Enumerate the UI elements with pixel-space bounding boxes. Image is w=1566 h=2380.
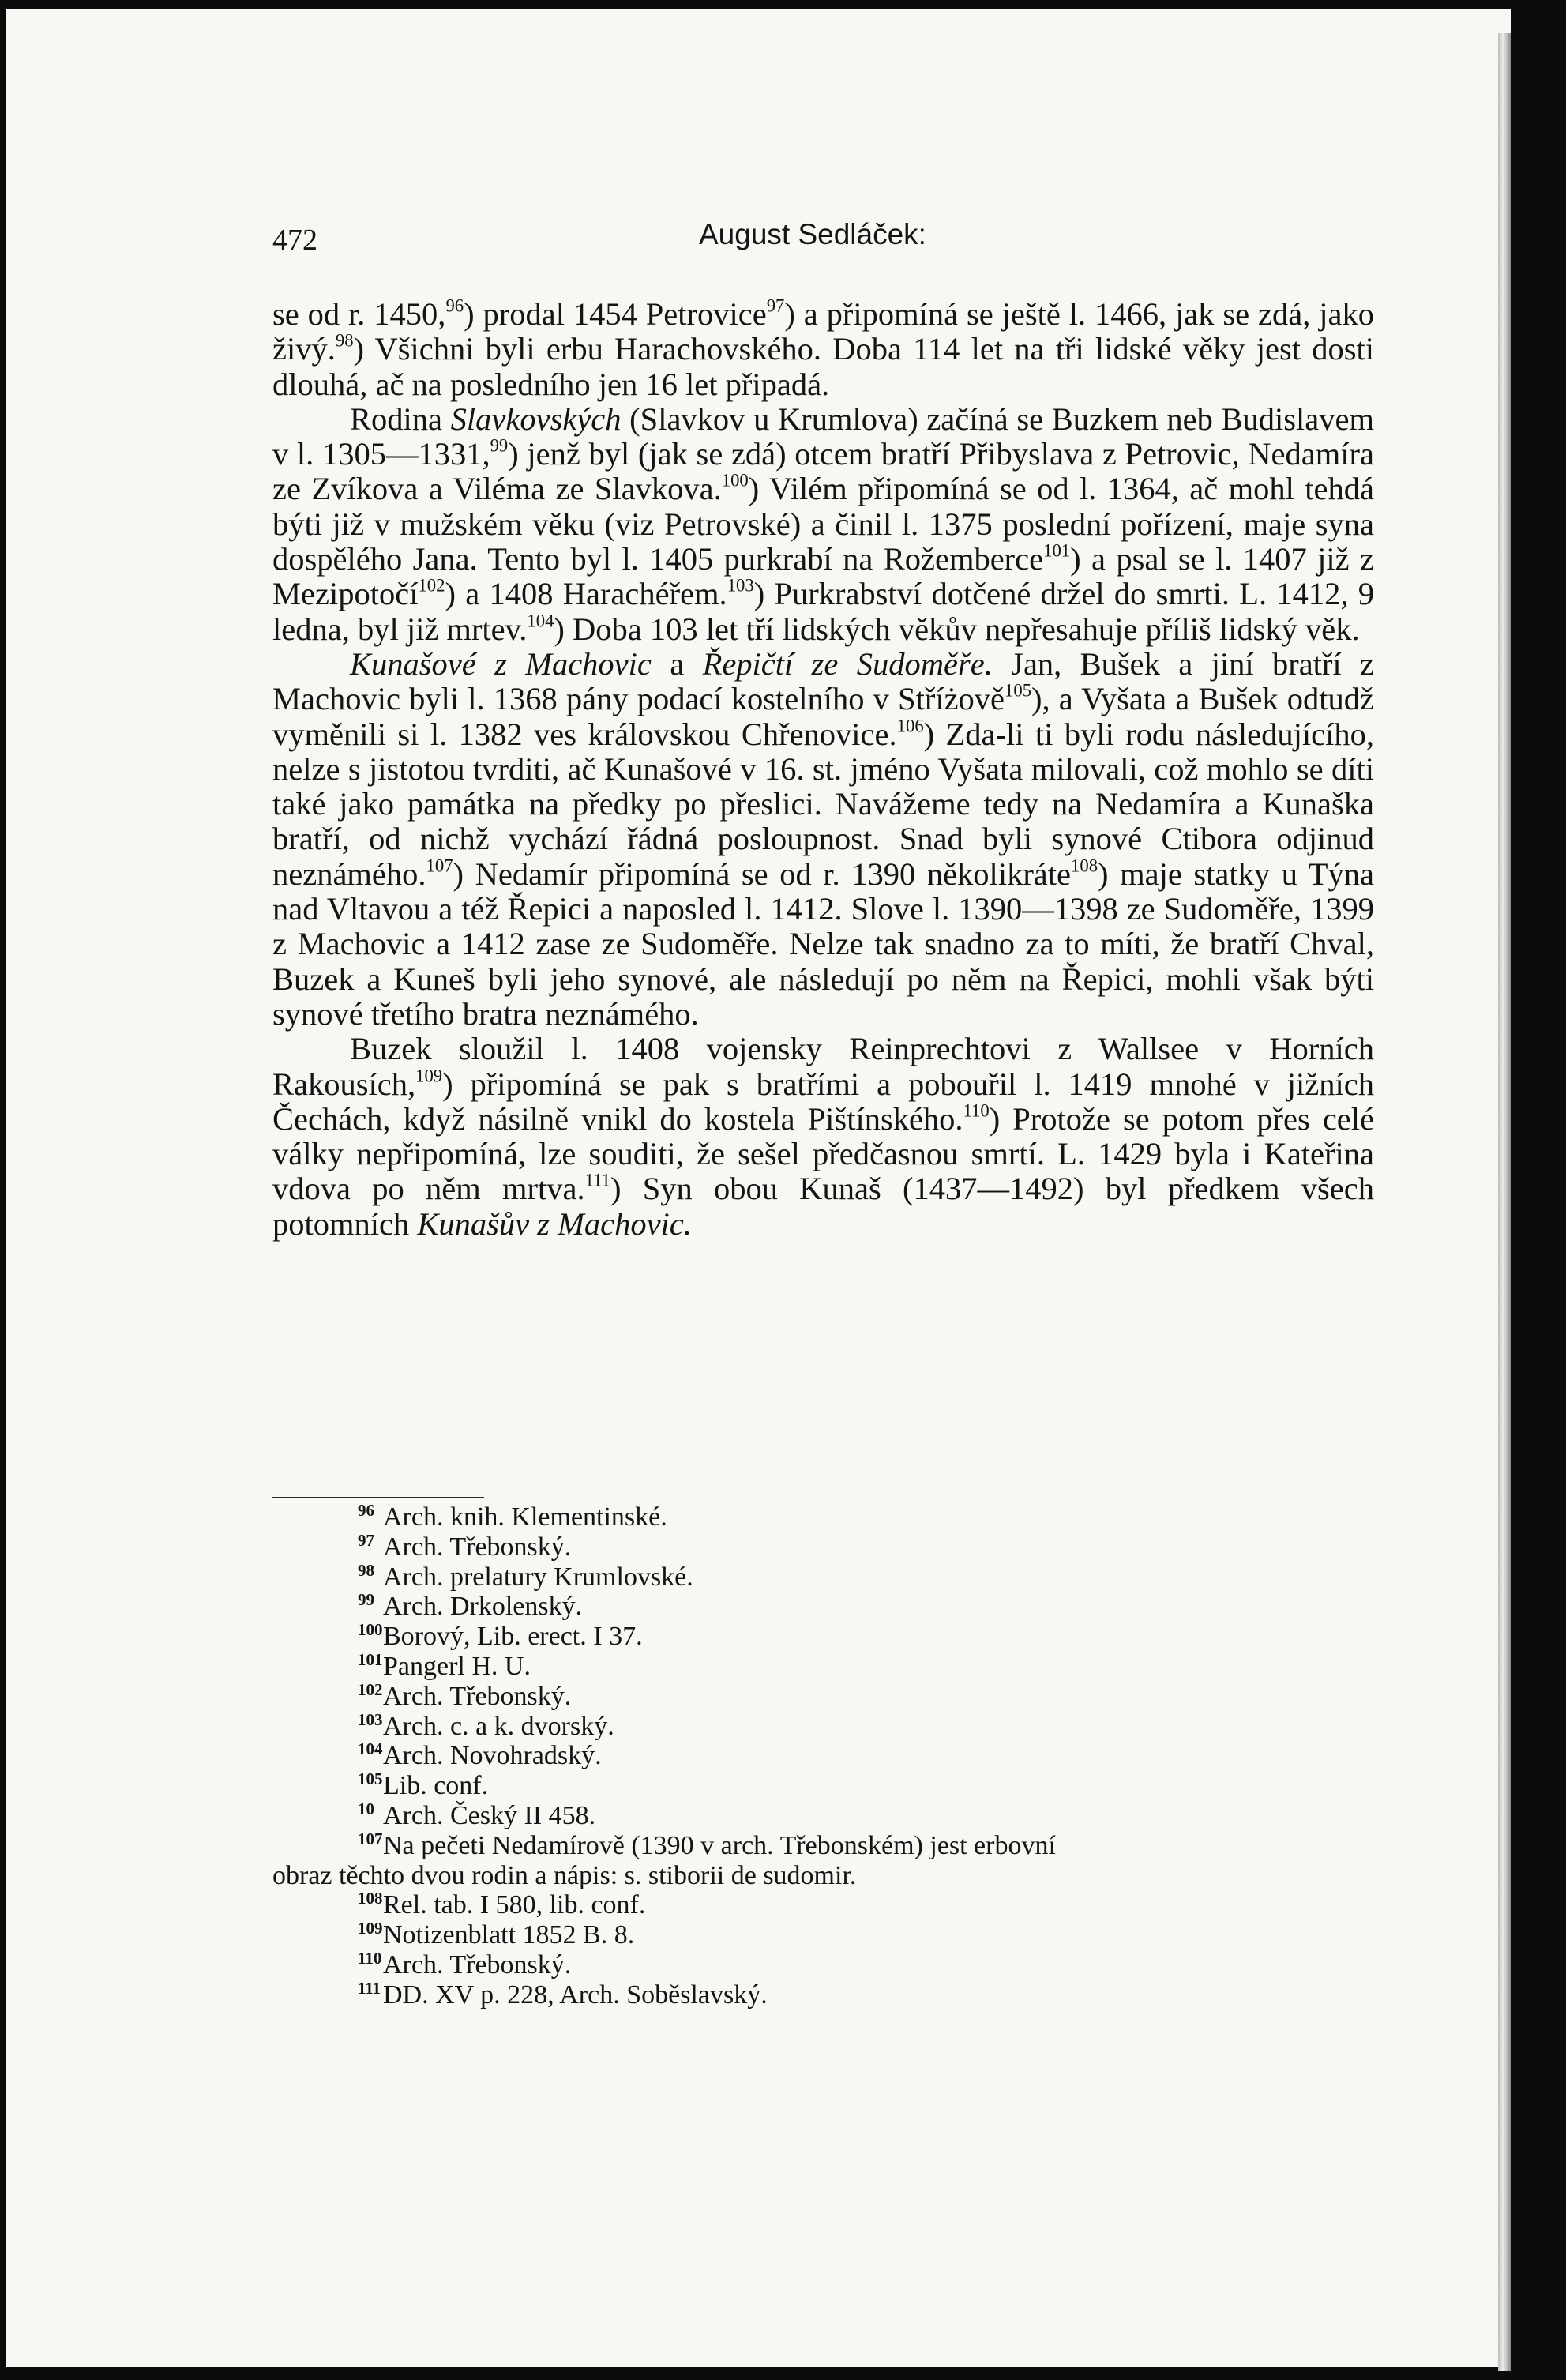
- footnote-number: 102: [358, 1679, 383, 1699]
- footnote-number: 100: [358, 1620, 383, 1640]
- footnote-ref: 98: [335, 330, 354, 351]
- text-run: ) Syn obou Kunaš (1437—1492) byl předkem všech potomních: [272, 1171, 1375, 1242]
- footnote: [272, 1709, 1374, 1742]
- footnote-ref: 106: [896, 716, 924, 736]
- footnote-text: Arch. Třebonský.: [383, 1949, 572, 1980]
- footnote-ref: 109: [415, 1066, 443, 1086]
- footnote-ref: 100: [721, 471, 749, 491]
- paragraph-3: [272, 647, 1374, 1032]
- footnote-text: Notizenblatt 1852 B. 8.: [383, 1920, 635, 1950]
- footnote: [272, 1831, 1374, 1891]
- footnote-number: 10: [358, 1799, 374, 1818]
- book-edge: [1498, 33, 1511, 2371]
- footnote: [272, 1592, 1374, 1622]
- footnote-text: Arch. knih. Klementinské.: [383, 1502, 667, 1532]
- footnote-ref: 110: [963, 1100, 990, 1121]
- footnote-text: Arch. prelatury Krumlovské.: [383, 1562, 693, 1592]
- footnote-number: 103: [358, 1709, 383, 1729]
- footnote-text: Borový, Lib. erect. I 37.: [383, 1622, 643, 1652]
- footnote-ref: 97: [766, 295, 785, 316]
- footnote: [272, 1801, 1374, 1831]
- text-run: ) Zda-li ti byli rodu následujícího, nelze s jistotou tvrditi, ač Kunašové v 16. st. jméno Vyšata milovali, což mohlo se díti také jako památka na předky po přeslici. Navážeme tedy na Nedamíra a Kunaška bratří, od nichž vychází řádná posloupnost. Snad byli synové Ctibora odjinud neznámého.: [272, 716, 1374, 892]
- text-run: Rodina: [350, 400, 451, 437]
- footnote-text: Pangerl H. U.: [383, 1651, 531, 1681]
- footnote-text: DD. XV p. 228, Arch. Soběslavský.: [383, 1980, 768, 2010]
- footnote: [272, 1679, 1374, 1712]
- footnote: [272, 1920, 1374, 1950]
- text-run: ) Purkrabství dotčené držel do smrti. L. 1412, 9 ledna, byl již mrtev.: [272, 576, 1374, 647]
- footnote-text: Na pečeti Nedamírově (1390 v arch. Třebonském) jest erbovní: [383, 1830, 1056, 1860]
- text-run: ) maje statky u Týna nad Vltavou a též Řepici a naposled l. 1412. Slove l. 1390—1398 ze Sudoměře, 1399 z Machovic a 1412 zase ze Sudoměře. Nelze tak snadno za to míti, že bratří Chval, Buzek a Kuneš byli jeho synové, ale následují po něm na Řepici, mohli však býti synové třetího bratra neznámého.: [272, 855, 1374, 1032]
- footnote-number: 109: [358, 1919, 383, 1938]
- footnote-number: 110: [358, 1948, 382, 1968]
- footnote: [272, 1502, 1374, 1532]
- footnote-ref: 101: [1043, 540, 1071, 561]
- footnote-text: Arch. Drkolenský.: [383, 1592, 583, 1622]
- footnote-ref: 96: [445, 295, 464, 316]
- footnote-number: 105: [358, 1769, 383, 1789]
- footnote: [272, 1890, 1374, 1920]
- page-header: [272, 212, 1378, 259]
- footnote: [272, 1741, 1374, 1771]
- footnote-ref: 108: [1071, 855, 1098, 876]
- text-run: (Slavkov u Krumlova) začíná se Buzkem neb Budislavem v l. 1305—1331,: [272, 400, 1374, 472]
- text-run: ) Všichni byli erbu Harachovského. Doba 114 let na tři lidské věky jest dosti dlouhá, ač na posledního jen 16 let připadá.: [272, 331, 1374, 402]
- footnote-text: Arch. Český II 458.: [383, 1800, 596, 1830]
- italic-run: Kunašův z Machovic.: [417, 1205, 692, 1242]
- text-run: ) Protože se potom přes celé války nepřipomíná, lze souditi, že sešel předčasnou smrtí. L. 1429 byla i Kateřina vdova po něm mrtva.: [272, 1100, 1374, 1207]
- footnote-text: Arch. c. a k. dvorský.: [383, 1711, 614, 1741]
- text-run: ) a připomíná se ještě l. 1466, jak se zdá, jako živý.: [272, 296, 1374, 367]
- text-run: ) Vilém připomíná se od l. 1364, ač mohl tehdá býti již v mužském věku (viz Petrovské) a činil l. 1375 poslední pořízení, maje syna dospělého Jana. Tento byl l. 1405 purkrabí na Rožemberce: [272, 471, 1374, 577]
- text-run: ) Nedamír připomíná se od r. 1390 několikráte: [453, 855, 1072, 892]
- footnote-text: Arch. Třebonský.: [383, 1681, 572, 1711]
- italic-run: Kunašové z Machovic: [350, 645, 652, 682]
- footnote-number: 111: [358, 1978, 381, 1998]
- footnote: [272, 1562, 1374, 1592]
- footnote-ref: 99: [490, 435, 509, 456]
- footnote-text: Lib. conf.: [383, 1771, 489, 1801]
- footnote-text: Arch. Třebonský.: [383, 1532, 572, 1562]
- footnote-number: 107: [358, 1829, 383, 1848]
- footnote: [272, 1980, 1374, 2010]
- page-number: 472: [272, 224, 317, 257]
- text-run: ) připomíná se pak s bratřími a pobouřil l. 1419 mnohé v jižních Čechách, když násilně vnikl do kostela Pištínského.: [272, 1066, 1374, 1137]
- footnote-number: 97: [358, 1530, 374, 1550]
- running-head: August Sedláček:: [699, 218, 926, 250]
- footnote-text: Rel. tab. I 580, lib. conf.: [383, 1890, 646, 1920]
- footnote-ref: 107: [426, 855, 453, 876]
- footnote-separator: [272, 1497, 484, 1498]
- footnote-ref: 111: [584, 1171, 610, 1191]
- footnote-number: 96: [358, 1501, 374, 1520]
- footnote-number: 104: [358, 1739, 383, 1759]
- text-run: Buzek sloužil l. 1408 vojensky Reinprechtovi z Wallsee v Horních Rakousích,: [272, 1031, 1374, 1102]
- italic-run: Slavkovských: [450, 400, 622, 437]
- text-run: ), a Vyšata a Bušek odtudž vyměnili si l. 1382 ves královskou Chřenovice.: [272, 681, 1374, 752]
- footnote-ref: 103: [727, 576, 754, 596]
- text-run: ) Doba 103 let tří lidských věkův nepřesahuje příliš lidský věk.: [554, 611, 1360, 647]
- paragraph-1: [272, 297, 1374, 402]
- footnote: [272, 1649, 1374, 1682]
- footnote-text: Arch. Novohradský.: [383, 1741, 602, 1771]
- footnote-number: 108: [358, 1889, 383, 1908]
- paragraph-2: [272, 402, 1374, 647]
- italic-run: Řepičtí ze Sudoměře.: [702, 645, 993, 682]
- text-run: a: [651, 645, 703, 682]
- text-run: se od r. 1450,: [272, 296, 446, 332]
- text-run: ) jenž byl (jak se zdá) otcem bratří Přibyslava z Petrovic, Nedamíra ze Zvíkova a Viléma ze Slavkova.: [272, 436, 1374, 507]
- footnote-ref: 102: [418, 576, 445, 596]
- footnote-number: 101: [358, 1649, 383, 1669]
- footnote: [272, 1771, 1374, 1801]
- paragraph-4: [272, 1032, 1374, 1242]
- footnote: [272, 1622, 1374, 1652]
- text-run: ) a 1408 Harachéřem.: [445, 576, 727, 612]
- footnote: [272, 1532, 1374, 1562]
- text-run: ) a psal se l. 1407 již z Mezipotočí: [272, 541, 1374, 612]
- footnote-number: 98: [358, 1560, 374, 1580]
- footnote-ref: 105: [1005, 680, 1032, 701]
- footnote-number: 99: [358, 1590, 374, 1610]
- text-run: ) prodal 1454 Petrovice: [464, 296, 767, 332]
- footnote-ref: 104: [527, 611, 554, 631]
- main-text: [272, 297, 1374, 1242]
- footnotes: [272, 1502, 1374, 2010]
- footnote-text-continued: obraz těchto dvou rodin a nápis: s. stiborii de sudomir.: [272, 1860, 857, 1890]
- text-run: Jan, Bušek a jiní bratří z Machovic byli l. 1368 pány podací kostelního v Stříżově: [272, 645, 1375, 717]
- footnote: [272, 1950, 1374, 1980]
